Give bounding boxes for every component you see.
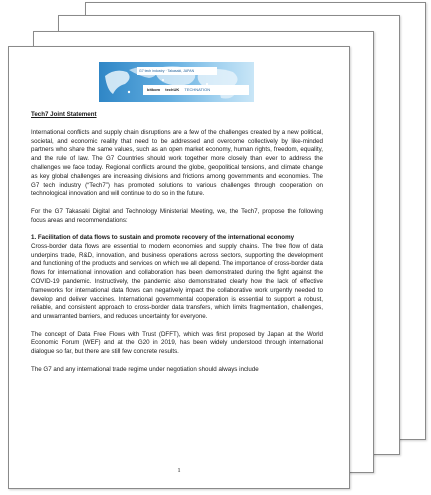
paragraph-data-flows: Cross-border data flows are essential to modern economies and supply chains. The free flow of data underpins trade, R&D, innovation, and business operations across sectors, supporting the development and functioning of the products and services on which we all depend. The importance of cross-border data flows for international innovation and collaboration has been demonstrated during the fight against the COVID-19 pandemic. Instructively, the pandemic also demonstrated clearly how the lack of effective frameworks for international data flows can negatively impact the collaborative work urgently needed to develop and deliver vaccines. International governmental cooperation is essential to support a robust, reliable, and consistent approach to cross-border data transfers, which limits fragmentation, challenges, and unwarranted barriers, and reduces uncertainty for everyone. bbox=[31, 242, 323, 321]
paragraph-trade-regime: The G7 and any international trade regime under negotiation should always include bbox=[31, 365, 259, 373]
section-heading: 1. Facilitation of data flows to sustain and promote recovery of the international economy bbox=[31, 233, 295, 241]
header-banner bbox=[99, 62, 254, 102]
logo-technation: TECHNATION bbox=[184, 87, 211, 92]
page-number: 1 bbox=[177, 467, 181, 474]
document-body bbox=[31, 111, 323, 383]
paragraph-intro: International conflicts and supply chain disruptions are a few of the challenges created by a new political, societal, and economic reality that need to be addressed and overcome collectively by like-minded partners who share the same values, such as an open market economy, human rights, freedom, equality, and the rule of law. The G7 Countries should work together more closely than ever to address the challenges we face today. Regional conflicts around the globe, geopolitical tensions, and climate change as key global challenges are increasing divisions and frictions among governments and economies. The G7 tech industry (“Tech7”) has promoted solutions to various challenges through cooperation on technological innovation and will continue to do so in the future. bbox=[31, 128, 323, 198]
paragraph-proposal: For the G7 Takasaki Digital and Technology Ministerial Meeting, we, the Tech7, propose the following focus areas and recommendations: bbox=[31, 207, 323, 224]
document-title: Tech7 Joint Statement bbox=[31, 111, 97, 118]
logo-techuk: techUK bbox=[165, 87, 180, 92]
paragraph-dfft: The concept of Data Free Flows with Trust (DFFT), which was first proposed by Japan at the World Economic Forum (WEF) and at the G20 in 2019, has been widely understood through international dialogue so far, but there are still few concrete results. bbox=[31, 330, 323, 356]
partner-logos bbox=[143, 85, 249, 95]
logo-bitkom: bitkom bbox=[147, 87, 161, 92]
banner-title-strip: G7 tech industry · Takasaki, JAPAN bbox=[137, 67, 217, 75]
document-page bbox=[8, 46, 350, 489]
